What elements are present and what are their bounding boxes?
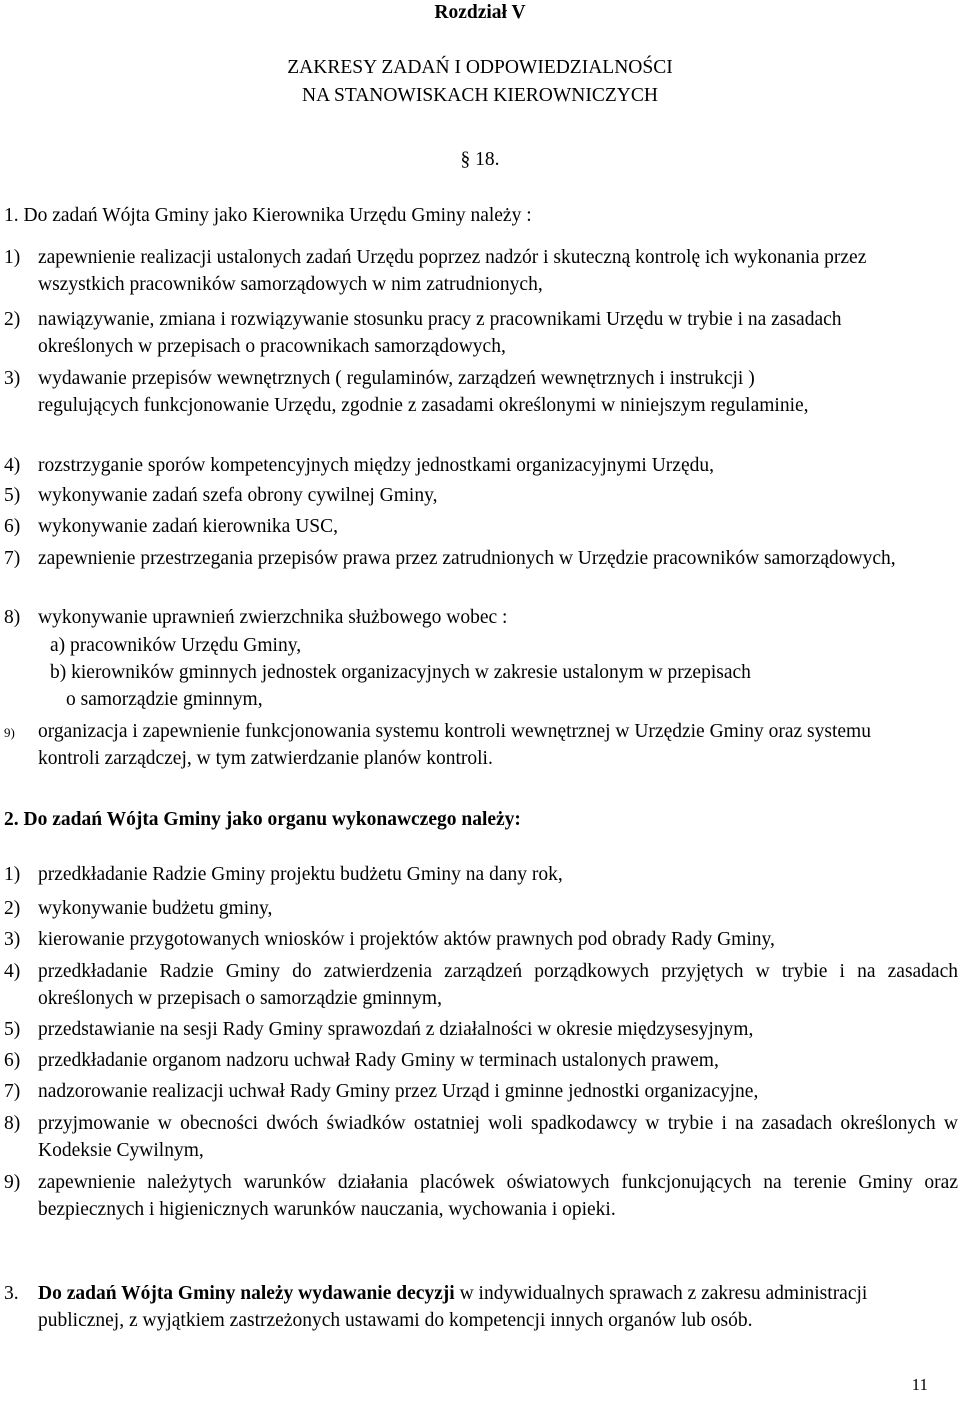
chapter-heading: Rozdział V [434, 2, 526, 23]
list-item: 4) przedkładanie Radzie Gminy do zatwierdzenia zarządzeń porządkowych przyjętych w trybie i na zasadach określonych w przepisach o samorządzie gminnym, [4, 961, 958, 1009]
page-number: 11 [911, 1375, 928, 1394]
list-item: 7) nadzorowanie realizacji uchwał Rady Gminy przez Urząd i gminne jednostki organizacyjne, [4, 1081, 759, 1102]
section-1-heading: 1. Do zadań Wójta Gminy jako Kierownika Urzędu Gminy należy : [4, 205, 532, 226]
list-item: 1) przedkładanie Radzie Gminy projektu budżetu Gminy na dany rok, [4, 864, 563, 885]
list-item: 5) wykonywanie zadań szefa obrony cywilnej Gminy, [4, 485, 438, 506]
list-item: 2) wykonywanie budżetu gminy, [4, 898, 273, 919]
list-item: 3) kierowanie przygotowanych wniosków i projektów aktów prawnych pod obrady Rady Gminy, [4, 929, 775, 950]
list-item: 4) rozstrzyganie sporów kompetencyjnych między jednostkami organizacyjnymi Urzędu, [4, 455, 714, 476]
section-2-heading: 2. Do zadań Wójta Gminy jako organu wykonawczego należy: [4, 809, 521, 830]
sub-item-a: a) pracowników Urzędu Gminy, [50, 635, 302, 656]
sub-item-b: b) kierowników gminnych jednostek organizacyjnych w zakresie ustalonym w przepisach [50, 662, 751, 683]
list-item: 8) wykonywanie uprawnień zwierzchnika służbowego wobec : [4, 607, 508, 628]
list-item: 1) zapewnienie realizacji ustalonych zadań Urzędu poprzez nadzór i skuteczną kontrolę ich wykonania przez wszystkich pracowników samorządowych w nim zatrudnionych, [4, 247, 867, 295]
sub-item-b-continued: o samorządzie gminnym, [66, 689, 263, 710]
section-3-text: w indywidualnych sprawach z zakresu administracji publicznej, z wyjątkiem zastrzeżonych ustawami do kompetencji innych organów lub osób. [38, 1283, 868, 1331]
section-3: 3. Do zadań Wójta Gminy należy wydawanie decyzji w indywidualnych sprawach z zakresu administracji publicznej, z wyjątkiem zastrzeżonych ustawami do kompetencji innych organów lub osób. [4, 1283, 868, 1331]
title-line-2: NA STANOWISKACH KIEROWNICZYCH [302, 85, 658, 106]
list-item: 7) zapewnienie przestrzegania przepisów prawa przez zatrudnionych w Urzędzie pracowników samorządowych, [4, 548, 896, 569]
paragraph-number: § 18. [460, 149, 500, 170]
list-item: 9) organizacja i zapewnienie funkcjonowania systemu kontroli wewnętrznej w Urzędzie Gminy oraz systemu kontroli zarządczej, w tym zatwierdzanie planów kontroli. [4, 721, 871, 769]
list-item: 8) przyjmowanie w obecności dwóch świadków ostatniej woli spadkodawcy w trybie i na zasadach określonych w Kodeksie Cywilnym, [4, 1113, 958, 1161]
title-line-1: ZAKRESY ZADAŃ I ODPOWIEDZIALNOŚCI [287, 57, 673, 78]
list-item: 2) nawiązywanie, zmiana i rozwiązywanie stosunku pracy z pracownikami Urzędu w trybie i na zasadach określonych w przepisach o pracownikach samorządowych, [4, 309, 842, 357]
list-item: 6) wykonywanie zadań kierownika USC, [4, 516, 339, 537]
list-item: 9) zapewnienie należytych warunków działania placówek oświatowych funkcjonujących na terenie Gminy oraz bezpiecznych i higienicznych warunków nauczania, wychowania i opieki. [4, 1172, 958, 1220]
list-item: 6) przedkładanie organom nadzoru uchwał Rady Gminy w terminach ustalonych prawem, [4, 1050, 719, 1071]
section-3-bold: Do zadań Wójta Gminy należy wydawanie decyzji [38, 1283, 455, 1304]
list-item: 3) wydawanie przepisów wewnętrznych ( regulaminów, zarządzeń wewnętrznych i instrukcji ) regulujących funkcjonowanie Urzędu, zgodnie z zasadami określonymi w niniejszym regulaminie, [4, 368, 809, 416]
list-item: 5) przedstawianie na sesji Rady Gminy sprawozdań z działalności w okresie międzysesyjnym, [4, 1019, 754, 1040]
